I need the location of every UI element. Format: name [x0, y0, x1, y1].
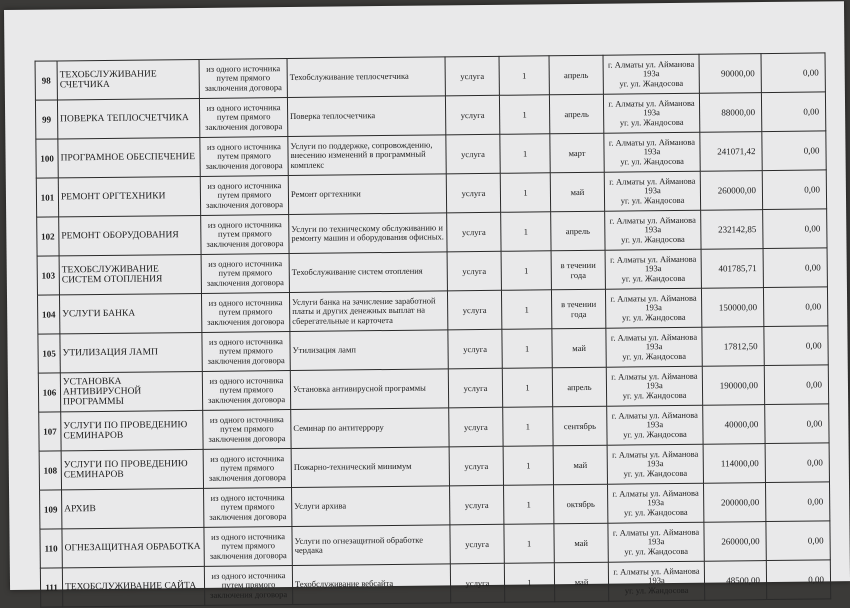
item-name: ОГНЕЗАЩИТНАЯ ОБРАБОТКА	[62, 527, 204, 567]
period-cell: май	[553, 445, 607, 485]
address-line: г. Алматы ул. Айманова	[610, 331, 698, 343]
item-name: ТЕХОБСЛУЖИВАНИЕ СИСТЕМ ОТОПЛЕНИЯ	[59, 254, 201, 294]
address-line: 193а	[646, 419, 664, 430]
procurement-method: из одного источника путем прямого заключения договора	[203, 410, 291, 450]
item-description: Семинар по антитеррору	[291, 408, 449, 449]
period-cell: октябрь	[554, 484, 608, 524]
unit-cell: услуга	[447, 212, 501, 252]
item-name: УСЛУГИ БАНКА	[59, 293, 201, 333]
amount-cell: 40000,00	[703, 405, 765, 445]
address-cell	[605, 249, 701, 289]
address-cell	[607, 483, 703, 523]
extra-amount-cell: 0,00	[766, 521, 830, 561]
amount-cell: 48500,00	[704, 561, 766, 601]
address-line: уг. ул. Жандосова	[621, 233, 685, 245]
unit-cell: услуга	[448, 368, 502, 408]
address-line: г. Алматы ул. Айманова	[613, 565, 700, 577]
address-line: г. Алматы ул. Айманова	[609, 214, 696, 226]
address-line: 193а	[642, 68, 660, 79]
extra-amount-cell: 0,00	[765, 443, 829, 483]
unit-cell: услуга	[446, 173, 500, 213]
row-number: 111	[40, 568, 62, 607]
amount-cell: 150000,00	[701, 288, 763, 328]
address-line: 193а	[643, 146, 661, 157]
procurement-method: из одного источника путем прямого заключения договора	[199, 59, 287, 99]
address-line: 193а	[643, 107, 660, 118]
quantity-cell: 1	[503, 407, 553, 447]
row-number: 99	[35, 100, 57, 139]
item-name: УСЛУГИ ПО ПРОВЕДЕНИЮ СЕМИНАРОВ	[61, 410, 203, 450]
table-row	[40, 560, 830, 607]
address-line: 193а	[645, 302, 662, 313]
extra-amount-cell: 0,00	[763, 248, 827, 288]
extra-amount-cell: 0,00	[763, 209, 827, 249]
address-line: 193а	[647, 536, 665, 547]
quantity-cell: 1	[499, 56, 549, 96]
address-line: уг. ул. Жандосова	[621, 272, 686, 284]
address-line: уг. ул. Жандосова	[623, 506, 688, 518]
period-cell: в течении года	[551, 289, 605, 329]
address-line: 193а	[644, 224, 662, 235]
quantity-cell: 1	[503, 446, 553, 486]
quantity-cell: 1	[502, 329, 552, 369]
amount-cell: 241071,42	[700, 132, 762, 172]
amount-cell: 88000,00	[699, 93, 761, 133]
row-number: 109	[40, 490, 62, 529]
unit-cell: услуга	[445, 56, 499, 96]
address-line: уг. ул. Жандосова	[624, 545, 689, 557]
row-number: 101	[36, 178, 58, 217]
quantity-cell: 1	[504, 485, 554, 525]
address-line: г. Алматы ул. Айманова	[612, 526, 700, 538]
address-line: 193а	[644, 263, 662, 274]
amount-cell: 200000,00	[703, 483, 765, 523]
period-cell: май	[554, 562, 608, 602]
item-description: Услуги по техническому обслуживанию и ремонту машин и оборудования офисных.	[289, 213, 447, 254]
item-name: РЕМОНТ ОРГТЕХНИКИ	[58, 176, 200, 216]
quantity-cell: 1	[500, 173, 550, 213]
item-description: Пожарно-технический минимум	[291, 447, 449, 488]
amount-cell: 232142,85	[701, 210, 763, 250]
quantity-cell: 1	[501, 290, 551, 330]
item-name: УСТАНОВКА АНТИВИРУСНОЙ ПРОГРАММЫ	[60, 371, 202, 411]
address-cell	[607, 444, 703, 484]
amount-cell: 260000,00	[704, 522, 766, 562]
extra-amount-cell: 0,00	[762, 170, 826, 210]
address-line: 193а	[648, 575, 665, 586]
period-cell: сентябрь	[553, 406, 607, 446]
quantity-cell: 1	[502, 368, 552, 408]
procurement-method: из одного источника путем прямого заключения договора	[200, 137, 288, 177]
address-line: уг. ул. Жандосова	[620, 155, 684, 167]
period-cell: май	[552, 328, 606, 368]
unit-cell: услуга	[449, 407, 503, 447]
extra-amount-cell: 0,00	[764, 326, 828, 366]
unit-cell: услуга	[450, 524, 504, 564]
address-line: г. Алматы ул. Айманова	[612, 487, 699, 499]
unit-cell: услуга	[448, 329, 502, 369]
address-line: уг. ул. Жандосова	[623, 467, 688, 479]
unit-cell: услуга	[449, 446, 503, 486]
amount-cell: 190000,00	[702, 366, 764, 406]
row-number: 100	[36, 139, 58, 178]
procurement-method: из одного источника путем прямого заключения договора	[202, 332, 290, 372]
extra-amount-cell: 0,00	[763, 287, 827, 327]
item-description: Техобслуживание вебсайта	[292, 564, 450, 605]
address-line: уг. ул. Жандосова	[619, 116, 684, 128]
amount-cell: 114000,00	[703, 444, 765, 484]
address-line: 193а	[646, 380, 663, 391]
row-number: 102	[37, 217, 59, 256]
item-description: Ремонт оргтехники	[288, 174, 446, 215]
unit-cell: услуга	[447, 251, 501, 291]
procurement-method: из одного источника путем прямого заключения договора	[200, 176, 288, 216]
quantity-cell: 1	[499, 95, 549, 135]
quantity-cell: 1	[504, 563, 554, 603]
period-cell: апрель	[549, 94, 603, 134]
address-cell	[603, 93, 699, 133]
address-line: г. Алматы ул. Айманова	[609, 175, 696, 187]
period-cell: апрель	[549, 55, 603, 95]
item-description: Услуги по поддержке, сопровождению, внесению изменений в программный комплекс	[288, 135, 446, 176]
amount-cell: 90000,00	[699, 54, 761, 94]
address-line: г. Алматы ул. Айманова	[608, 97, 695, 109]
row-number: 98	[35, 61, 57, 100]
unit-cell: услуга	[447, 290, 501, 330]
quantity-cell: 1	[504, 524, 554, 564]
address-line: г. Алматы ул. Айманова	[608, 136, 696, 148]
address-line: 193а	[645, 341, 663, 352]
period-cell: апрель	[552, 367, 606, 407]
address-line: уг. ул. Жандосова	[623, 428, 687, 440]
item-name: ПОВЕРКА ТЕПЛОСЧЕТЧИКА	[57, 98, 199, 138]
item-description: Техобслуживание систем отопления	[289, 252, 447, 293]
procurement-method: из одного источника путем прямого заключения договора	[204, 527, 292, 567]
quantity-cell: 1	[501, 251, 551, 291]
row-number: 106	[38, 373, 60, 412]
period-cell: март	[550, 133, 604, 173]
address-cell	[607, 405, 703, 445]
address-cell	[605, 288, 701, 328]
address-line: г. Алматы ул. Айманова	[611, 409, 698, 421]
procurement-method: из одного источника путем прямого заключения договора	[203, 449, 291, 489]
procurement-table	[35, 52, 832, 607]
address-cell	[603, 54, 699, 94]
address-line: 193а	[644, 185, 661, 196]
item-description: Установка антивирусной программы	[290, 369, 448, 410]
row-number: 104	[37, 295, 59, 334]
period-cell: май	[554, 523, 608, 563]
unit-cell: услуга	[445, 95, 499, 135]
procurement-method: из одного источника путем прямого заключения договора	[202, 371, 290, 411]
quantity-cell: 1	[501, 212, 551, 252]
period-cell: апрель	[551, 211, 605, 251]
address-cell	[608, 561, 704, 601]
address-line: г. Алматы ул. Айманова	[612, 448, 699, 460]
address-line: г. Алматы ул. Айманова	[610, 292, 697, 304]
procurement-method: из одного источника путем прямого заключения договора	[199, 98, 287, 138]
item-name: УТИЛИЗАЦИЯ ЛАМП	[60, 332, 202, 372]
extra-amount-cell: 0,00	[766, 560, 830, 600]
unit-cell: услуга	[446, 134, 500, 174]
amount-cell: 17812,50	[702, 327, 764, 367]
address-line: уг. ул. Жандосова	[622, 350, 687, 362]
procurement-method: из одного источника путем прямого заключения договора	[204, 488, 292, 528]
address-line: 193а	[647, 497, 665, 508]
procurement-method: из одного источника путем прямого заключения договора	[201, 215, 289, 255]
procurement-method: из одного источника путем прямого заключения договора	[201, 254, 289, 294]
extra-amount-cell: 0,00	[761, 53, 825, 93]
period-cell: май	[550, 172, 604, 212]
row-number: 107	[39, 412, 61, 451]
address-line: уг. ул. Жандосова	[624, 584, 689, 596]
item-name: ТЕХОБСЛУЖИВАНИЕ САЙТА	[62, 566, 204, 606]
item-name: ПРОГРАМНОЕ ОБЕСПЕЧЕНИЕ	[58, 137, 200, 177]
address-cell	[604, 132, 700, 172]
address-line: уг. ул. Жандосова	[622, 389, 687, 401]
amount-cell: 260000,00	[700, 171, 762, 211]
quantity-cell: 1	[500, 134, 550, 174]
item-name: ТЕХОБСЛУЖИВАНИЕ СЧЕТЧИКА	[57, 59, 199, 99]
row-number: 110	[40, 529, 62, 568]
item-description: Утилизация ламп	[290, 330, 448, 371]
address-line: 193а	[646, 458, 664, 469]
table-body	[35, 53, 831, 607]
row-number: 105	[38, 334, 60, 373]
address-cell	[604, 171, 700, 211]
address-cell	[606, 327, 702, 367]
unit-cell: услуга	[450, 563, 504, 603]
procurement-method: из одного источника путем прямого заключения договора	[201, 293, 289, 333]
address-line: уг. ул. Жандосова	[620, 194, 685, 206]
extra-amount-cell: 0,00	[764, 365, 828, 405]
procurement-method: из одного источника путем прямого заключения договора	[204, 566, 292, 606]
item-description: Поверка теплосчетчика	[287, 96, 445, 137]
item-name: РЕМОНТ ОБОРУДОВАНИЯ	[59, 215, 201, 255]
item-name: УСЛУГИ ПО ПРОВЕДЕНИЮ СЕМИНАРОВ	[61, 449, 203, 489]
extra-amount-cell: 0,00	[762, 131, 826, 171]
row-number: 108	[39, 451, 61, 490]
amount-cell: 401785,71	[701, 249, 763, 289]
item-description: Техобслуживание теплосчетчика	[287, 57, 445, 98]
unit-cell: услуга	[450, 485, 504, 525]
row-number: 103	[37, 256, 59, 295]
address-line: г. Алматы ул. Айманова	[607, 58, 695, 70]
document-page	[4, 1, 850, 600]
item-description: Услуги по огнезащитной обработке чердака	[292, 525, 450, 566]
item-description: Услуги банка на зачисление заработной платы и других денежных выплат на сберегательные и карточета	[289, 291, 447, 332]
address-line: уг. ул. Жандосова	[619, 77, 684, 89]
address-cell	[606, 366, 702, 406]
address-line: г. Алматы ул. Айманова	[609, 253, 697, 265]
address-cell	[605, 210, 701, 250]
address-line: уг. ул. Жандосова	[621, 311, 686, 323]
extra-amount-cell: 0,00	[765, 404, 829, 444]
item-name: АРХИВ	[62, 488, 204, 528]
period-cell: в течении года	[551, 250, 605, 290]
extra-amount-cell: 0,00	[761, 92, 825, 132]
address-cell	[608, 522, 704, 562]
address-line: г. Алматы ул. Айманова	[611, 370, 698, 382]
extra-amount-cell: 0,00	[765, 482, 829, 522]
item-description: Услуги архива	[292, 486, 450, 527]
